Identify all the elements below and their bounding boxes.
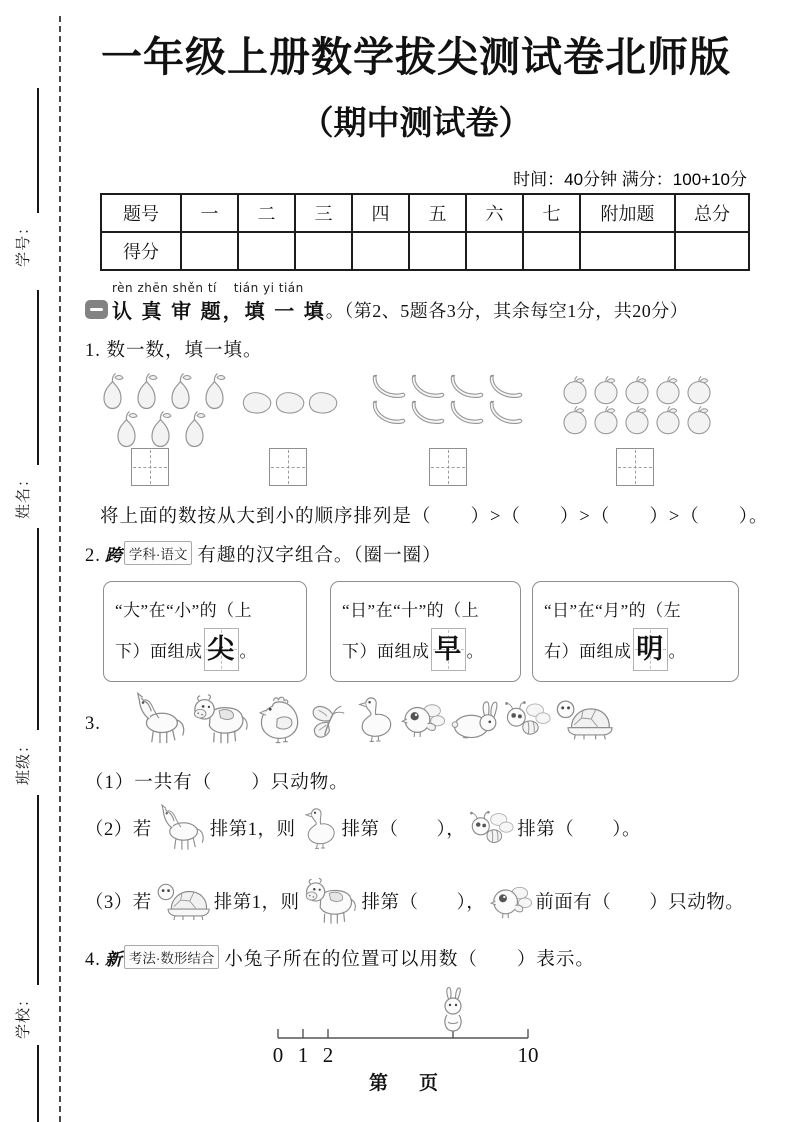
exam-meta: 时间：40分钟 满分：100+10分 — [513, 170, 747, 189]
score-table-header-row — [101, 194, 749, 232]
margin-line — [37, 88, 39, 213]
cow-icon — [303, 875, 359, 927]
fruit-group-pears — [96, 372, 232, 448]
page-footer: 第 页 — [368, 1073, 444, 1094]
pear-icon — [96, 372, 129, 410]
apple-icon — [653, 405, 683, 435]
score-header-cell: 二 — [238, 194, 295, 232]
apple-icon — [622, 405, 652, 435]
margin-label-class: 班级： — [16, 737, 32, 786]
q1-text: 1. 数一数，填一填。 — [85, 341, 263, 361]
score-empty-cell — [523, 232, 580, 270]
pear-icon — [178, 410, 211, 448]
margin-line — [37, 1045, 39, 1122]
score-header-cell: 总分 — [675, 194, 749, 232]
score-empty-cell — [352, 232, 409, 270]
number-line — [266, 980, 551, 1075]
fruit-row — [241, 390, 340, 415]
question-text-part: 排第（ ）， — [361, 893, 486, 913]
score-empty-cell — [580, 232, 675, 270]
new-method-badge: 考法·数形结合 — [124, 945, 220, 969]
q3-sub1: （1）一共有（ ）只动物。 — [85, 773, 349, 793]
period: 。 — [668, 641, 686, 661]
question-text-part: （2）若 — [85, 820, 152, 840]
score-empty-cell — [181, 232, 238, 270]
score-table-score-row — [101, 232, 749, 270]
score-empty-cell — [409, 232, 466, 270]
fruit-row — [372, 399, 528, 425]
q1-order-text: 将上面的数按从大到小的顺序排列是（ ）>（ ）>（ ）>（ ）。 — [100, 507, 769, 527]
bird-icon — [399, 690, 445, 748]
bird-icon — [488, 875, 532, 927]
pear-icon — [198, 372, 231, 410]
period: 。 — [466, 641, 484, 661]
apple-icon — [684, 375, 714, 405]
score-empty-cell — [466, 232, 523, 270]
apple-icon — [560, 405, 590, 435]
banana-icon — [450, 373, 488, 399]
character-box-line1: “日”在“十”的（上 — [342, 600, 480, 620]
horse-icon — [155, 802, 207, 854]
margin-label-name: 姓名： — [16, 471, 32, 520]
banana-icon — [411, 399, 449, 425]
rabbit-icon — [445, 988, 461, 1032]
fruit-group-bananas — [372, 373, 528, 425]
score-header-cell: 一 — [181, 194, 238, 232]
banana-icon — [450, 399, 488, 425]
question-text-part: 前面有（ ）只动物。 — [535, 893, 745, 913]
character-answer-box — [633, 628, 668, 671]
number-line-label: 2 — [322, 1043, 334, 1067]
q4-question-text: 小兔子所在的位置可以用数（ ）表示。 — [224, 950, 595, 970]
banana-icon — [489, 399, 527, 425]
apple-icon — [591, 375, 621, 405]
score-header-cell: 五 — [409, 194, 466, 232]
apple-icon — [622, 375, 652, 405]
answer-writebox — [616, 448, 654, 486]
score-header-cell: 四 — [352, 194, 409, 232]
character-box-line1: “日”在“月”的（左 — [544, 600, 682, 620]
pear-icon — [144, 410, 177, 448]
margin-label-student-id: 学号： — [16, 219, 32, 268]
q2-number: 2. — [85, 546, 101, 566]
score-row-label: 得分 — [101, 232, 181, 270]
margin-line — [37, 528, 39, 730]
character-box-line1: “大”在“小”的（上 — [115, 600, 253, 620]
section-pinyin: rèn zhēn shěn tí tián yi tián — [112, 281, 304, 295]
character-box-line2: 下）面组成 — [342, 641, 430, 661]
turtle-icon — [554, 690, 614, 748]
q3-number: 3. — [85, 714, 101, 734]
number-line-label: 1 — [297, 1043, 309, 1067]
question-text-part: 排第1，则 — [209, 820, 296, 840]
number-line-label: 10 — [517, 1043, 539, 1067]
character-box-line2: 右）面组成 — [544, 641, 632, 661]
chicken-icon — [254, 690, 304, 748]
character-box-2 — [330, 581, 521, 682]
pear-icon — [130, 372, 163, 410]
section-one-icon — [85, 300, 108, 319]
mango-icon — [307, 390, 339, 415]
pear-icon — [164, 372, 197, 410]
fruit-row — [560, 375, 715, 405]
butterfly-icon — [307, 690, 349, 748]
score-header-cell: 附加题 — [580, 194, 675, 232]
apple-icon — [560, 375, 590, 405]
horse-icon — [130, 690, 188, 748]
turtle-icon — [155, 875, 211, 927]
combined-character: 尖 — [207, 633, 235, 664]
q4-text — [85, 945, 595, 971]
character-box-line2: 下）面组成 — [115, 641, 203, 661]
mango-icon — [274, 390, 306, 415]
fruit-row — [110, 410, 232, 448]
q2-question-text: 有趣的汉字组合。（圈一圈） — [197, 546, 442, 566]
section-score-note: 。（第2、5题各3分，其余每空1分，共20分） — [325, 300, 689, 321]
mango-icon — [241, 390, 273, 415]
question-text-part: 排第（ ）， — [341, 820, 466, 840]
cross-subject-badge: 学科·语文 — [124, 541, 193, 565]
character-box-1 — [103, 581, 307, 682]
q3-sub3 — [85, 869, 744, 933]
rabbit-icon — [448, 690, 500, 748]
q3-sub2 — [85, 797, 641, 859]
margin-line — [37, 290, 39, 465]
banana-icon — [372, 373, 410, 399]
cross-subject-badge-prefix: 跨 — [104, 546, 123, 565]
banana-icon — [411, 373, 449, 399]
character-answer-box — [431, 628, 466, 671]
score-header-cell: 六 — [466, 194, 523, 232]
fruit-row — [372, 373, 528, 399]
page-title: 一年级上册数学拔尖测试卷北师版 — [101, 34, 731, 80]
new-method-badge-prefix: 新 — [104, 950, 123, 969]
apple-icon — [653, 375, 683, 405]
bee-icon — [468, 802, 514, 854]
page-subtitle: （期中测试卷） — [300, 104, 532, 141]
score-table — [100, 193, 750, 271]
answer-writebox — [131, 448, 169, 486]
goose-icon — [299, 802, 339, 854]
margin-label-school: 学校： — [16, 991, 32, 1040]
section-one-header — [85, 279, 688, 324]
q4-number: 4. — [85, 950, 101, 970]
character-box-3 — [532, 581, 739, 682]
fruit-row — [560, 405, 715, 435]
fruit-group-apples — [560, 375, 715, 435]
cow-icon — [191, 690, 251, 748]
fruit-row — [96, 372, 232, 410]
score-header-cell: 三 — [295, 194, 352, 232]
score-header-cell: 题号 — [101, 194, 181, 232]
combined-character: 早 — [434, 633, 462, 664]
score-empty-cell — [295, 232, 352, 270]
bee-icon — [503, 690, 551, 748]
apple-icon — [684, 405, 714, 435]
animal-row — [130, 690, 617, 748]
binding-dashed-line — [59, 16, 61, 1122]
q2-text — [85, 541, 442, 567]
pear-icon — [110, 410, 143, 448]
score-empty-cell — [675, 232, 749, 270]
banana-icon — [372, 399, 410, 425]
number-line-label: 0 — [272, 1043, 284, 1067]
answer-writebox — [429, 448, 467, 486]
goose-icon — [352, 690, 396, 748]
question-text-part: 排第1，则 — [213, 893, 300, 913]
banana-icon — [489, 373, 527, 399]
answer-writebox — [269, 448, 307, 486]
question-text-part: 排第（ ）。 — [517, 820, 642, 840]
period: 。 — [239, 641, 257, 661]
score-header-cell: 七 — [523, 194, 580, 232]
score-empty-cell — [238, 232, 295, 270]
apple-icon — [591, 405, 621, 435]
fruit-group-mangoes — [241, 390, 340, 415]
margin-line — [37, 795, 39, 985]
section-title: 认 真 审 题，填 一 填 — [112, 301, 326, 323]
character-answer-box — [204, 628, 239, 671]
question-text-part: （3）若 — [85, 893, 152, 913]
combined-character: 明 — [636, 633, 664, 664]
